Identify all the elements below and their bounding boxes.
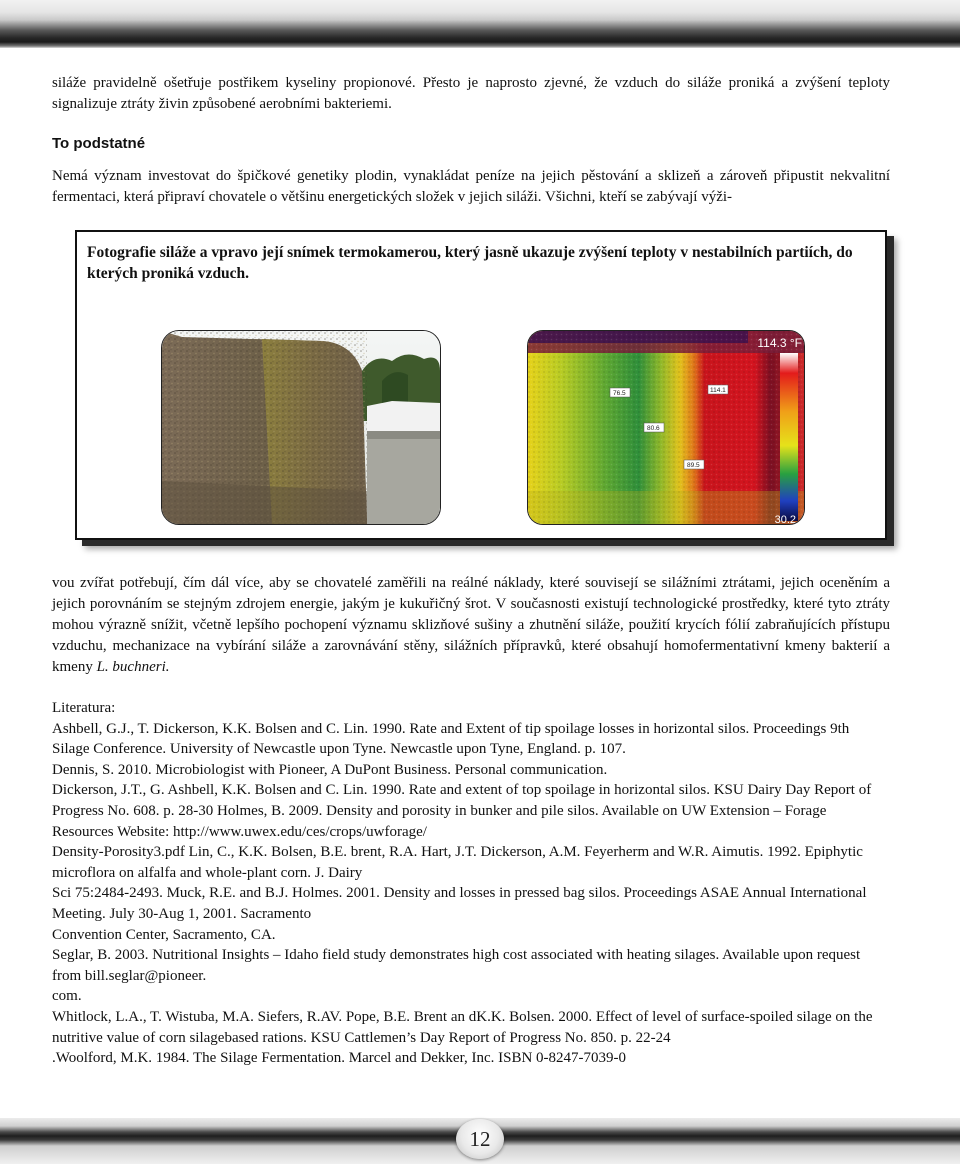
reference-item: .Woolford, M.K. 1984. The Silage Fermentation. Marcel and Dekker, Inc. ISBN 0-8247-7039-0 [52, 1050, 627, 1067]
silage-photo [161, 330, 441, 525]
thermal-point-label: 89.5 [687, 462, 700, 469]
reference-item: Sci 75:2484-2493. Muck, R.E. and B.J. Holmes. 2001. Density and losses in pressed bag silos. Proceedings ASAE Annual International Meeting. July 30-Aug 1, 2001. Sacramento [52, 885, 867, 922]
paragraph-main: Nemá význam investovat do špičkové genetiky plodin, vynakládat peníze na jejich pěstování a sklizeň a zároveň připustit nekvalitní fermentaci, která připraví chovatele o většinu energetických složek v jejich siláži. Všichni, kteří se zabývají výži- [52, 168, 890, 205]
page-number: 12 [456, 1119, 504, 1159]
thermal-point-label: 76.5 [613, 390, 626, 397]
silage-photo-image [162, 331, 440, 524]
reference-item: Dennis, S. 2010. Microbiologist with Pioneer, A DuPont Business. Personal communication. [52, 761, 608, 778]
reference-item: Dickerson, J.T., G. Ashbell, K.K. Bolsen and C. Lin. 1990. Rate and extent of top spoilage in horizontal silos. KSU Dairy Day Report of Progress No. 608. p. 28-30 Holmes, B. 2009. Density and porosity in bunker and pile silos. Available on UW Extension – Forage Resources Website: http://www.uwex.edu/ces/crops/uwforage/ [52, 782, 872, 840]
section-heading: To podstatné [52, 135, 146, 152]
reference-item: Whitlock, L.A., T. Wistuba, M.A. Siefers, R.AV. Pope, B.E. Brent an dK.K. Bolsen. 2000. Effect of level of surface-spoiled silage on the nutritive value of corn silagebased rations. KSU Cattlemen’s Day Report of Progress No. 850. p. 22-24 [52, 1008, 873, 1046]
thermal-image-graphic [528, 331, 804, 524]
paragraph-continued [52, 573, 890, 678]
figure-caption: Fotografie siláže a vpravo její snímek termokamerou, který jasně ukazuje zvýšení teploty v nestabilních partiích, do kterých proniká vzduch. [87, 244, 853, 282]
reference-item: Density-Porosity3.pdf Lin, C., K.K. Bolsen, B.E. brent, R.A. Hart, J.T. Dickerson, A.M. Feyerherm and W.R. Aimutis. 1992. Epiphytic microflora on alfalfa and whole-plant corn. J. Dairy [52, 844, 863, 881]
references-title: Literatura: [52, 700, 116, 716]
reference-item: com. [52, 988, 82, 1005]
thermal-point-label: 80.6 [647, 425, 660, 432]
reference-item: Convention Center, Sacramento, CA. [52, 926, 276, 943]
header-bar [0, 0, 960, 48]
thermal-max-label: 114.3 °F [757, 336, 802, 350]
references [52, 698, 890, 1069]
species-name: L. buchneri. [96, 659, 170, 675]
figure-box [75, 230, 887, 540]
thermal-point-label: 114.1 [710, 387, 726, 394]
paragraph-intro: siláže pravidelně ošetřuje postřikem kyseliny propionové. Přesto je naprosto zjevné, že vzduch do siláže proniká a zvýšení teploty signalizuje ztráty živin způsobené aerobními bakteriemi. [52, 75, 890, 112]
thermal-image [527, 330, 805, 525]
thermal-min-label: 30.2 [774, 514, 796, 524]
reference-item: Seglar, B. 2003. Nutritional Insights – Idaho field study demonstrates high cost associated with heating silages. Available upon request from bill.seglar@pioneer. [52, 947, 861, 984]
paragraph-continued-text: vou zvířat potřebují, čím dál více, aby se chovatelé zaměřili na reálné náklady, které souvisejí se silážními ztrátami, jejich oceněním a jejich porovnáním se stejným zdrojem energie, jakým je kukuřičný šrot. V současnosti existují technologické prostředky, které tyto ztráty mohou výrazně snížit, včetně lepšího pochopení významu sklizňové sušiny a zhutnění siláže, použití krycích fólií zabraňujících přístupu vzduchu, mechanizace na vybírání siláže a zarovnávání stěny, silážních přípravků, které obsahují homofermentativní kmeny bakterií a kmeny [52, 575, 890, 675]
reference-item: Ashbell, G.J., T. Dickerson, K.K. Bolsen and C. Lin. 1990. Rate and Extent of tip spoilage losses in horizontal silos. Proceedings 9th Silage Conference. University of Newcastle upon Tyne. Newcastle upon Tyne, England. p. 107. [52, 720, 850, 758]
